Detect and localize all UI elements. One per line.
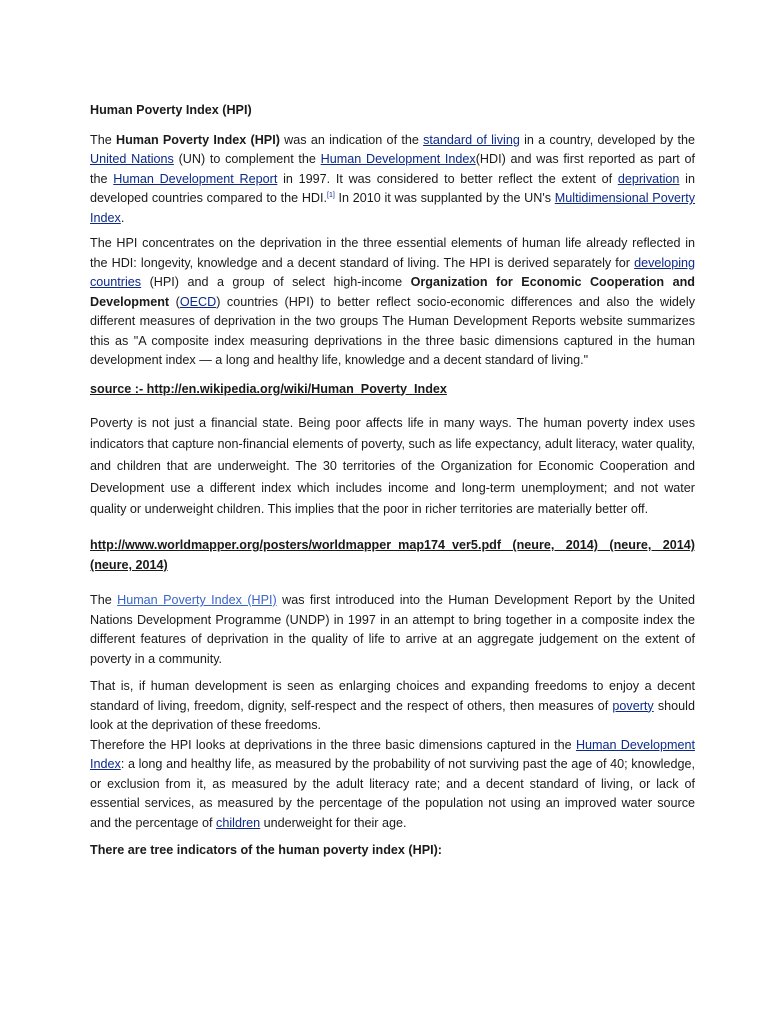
document-body — [90, 101, 695, 871]
link-human-development-report[interactable]: Human Development Report — [113, 171, 278, 186]
dimensions-paragraph: Therefore the HPI looks at deprivations in the three basic dimensions captured in the Human Development Index: a long and healthy life, as measured by the probability of not surviving past the age of 40; knowledge, or exclusion from it, as measured by the adult literacy rate; and a decent standard of living, or lack of essential services, as measured by the percentage of the population not using an improved water source and the percentage of children underweight for their age. — [90, 737, 695, 830]
link-oecd[interactable]: OECD — [179, 294, 217, 309]
link-deprivation[interactable]: deprivation — [617, 171, 680, 186]
intro-paragraph: The Human Poverty Index (HPI) was an indication of the standard of living in a country, developed by the United Nations (UN) to complement the Human Development Index(HDI) and was first reported as part of the Human Development Report in 1997. It was considered to better reflect the extent of deprivation in developed countries compared to the HDI.[1] In 2010 it was supplanted by the UN's Multidimensional Poverty Index. — [90, 132, 696, 225]
link-human-development-index-2[interactable]: Human Development Index — [90, 737, 695, 772]
link-developing-countries[interactable]: developing countries — [90, 255, 695, 289]
poverty-paragraph: Poverty is not just a financial state. Being poor affects life in many ways. The human poverty index uses indicators that capture non-financial elements of poverty, such as life expectancy, adult literacy, water quality, and children that are underweight. The 30 territories of the Organization for Economic Cooperation and Development use a different index which includes income and long-term unemployment; and not water quality or underweight children. This implies that the poor in richer territories are materially better off. — [90, 415, 695, 517]
link-human-development-index[interactable]: Human Development Index — [320, 152, 476, 166]
link-poverty[interactable]: poverty — [612, 698, 654, 713]
bold-term-hpi: Human Poverty Index (HPI) — [115, 132, 280, 147]
link-children[interactable]: children — [216, 815, 261, 830]
indicators-heading: There are tree indicators of the human poverty index (HPI): — [90, 843, 442, 858]
link-multidimensional-poverty-index[interactable]: Multidimensional Poverty Index — [90, 191, 696, 225]
bold-term-oecd: Organization for Economic Cooperation and Development — [90, 275, 695, 309]
link-united-nations[interactable]: United Nations — [90, 152, 174, 166]
link-standard-of-living[interactable]: standard of living — [423, 132, 520, 147]
hpi-introduction-paragraph: The Human Poverty Index (HPI) was first introduced into the Human Development Report by the United Nations Development Programme (UNDP) in 1997 in an attempt to bring together in a composite index the different features of deprivation in the quality of life to arrive at an aggregate judgement on the extent of poverty in a community. — [90, 593, 696, 666]
section-heading: Human Poverty Index (HPI) — [90, 103, 252, 117]
citation-marker[interactable]: [1] — [327, 191, 335, 199]
link-human-poverty-index[interactable]: Human Poverty Index (HPI) — [117, 593, 277, 608]
source-citation-worldmapper: http://www.worldmapper.org/posters/worldmapper_map174_ver5.pdf (neure, 2014) (neure, 2014) (neure, 2014) — [90, 538, 695, 573]
human-development-paragraph: That is, if human development is seen as enlarging choices and expanding freedoms to enjoy a decent standard of living, freedom, dignity, self-respect and the respect of others, then measures of poverty should look at the deprivation of these freedoms. — [90, 679, 695, 733]
source-citation-wikipedia: source :- http://en.wikipedia.org/wiki/Human_Poverty_Index — [90, 381, 447, 396]
hpi-concentration-paragraph: The HPI concentrates on the deprivation in the three essential elements of human life already reflected in the HDI: longevity, knowledge and a decent standard of living. The HPI is derived separately for developing countries (HPI) and a group of select high-income Organization for Economic Cooperation and Development (OECD) countries (HPI) to better reflect socio-economic differences and also the widely different measures of deprivation in the two groups The Human Development Reports website summarizes this as "A composite index measuring deprivations in the three basic dimensions captured in the human development index — a long and healthy life, knowledge and a decent standard of living." — [90, 236, 695, 367]
